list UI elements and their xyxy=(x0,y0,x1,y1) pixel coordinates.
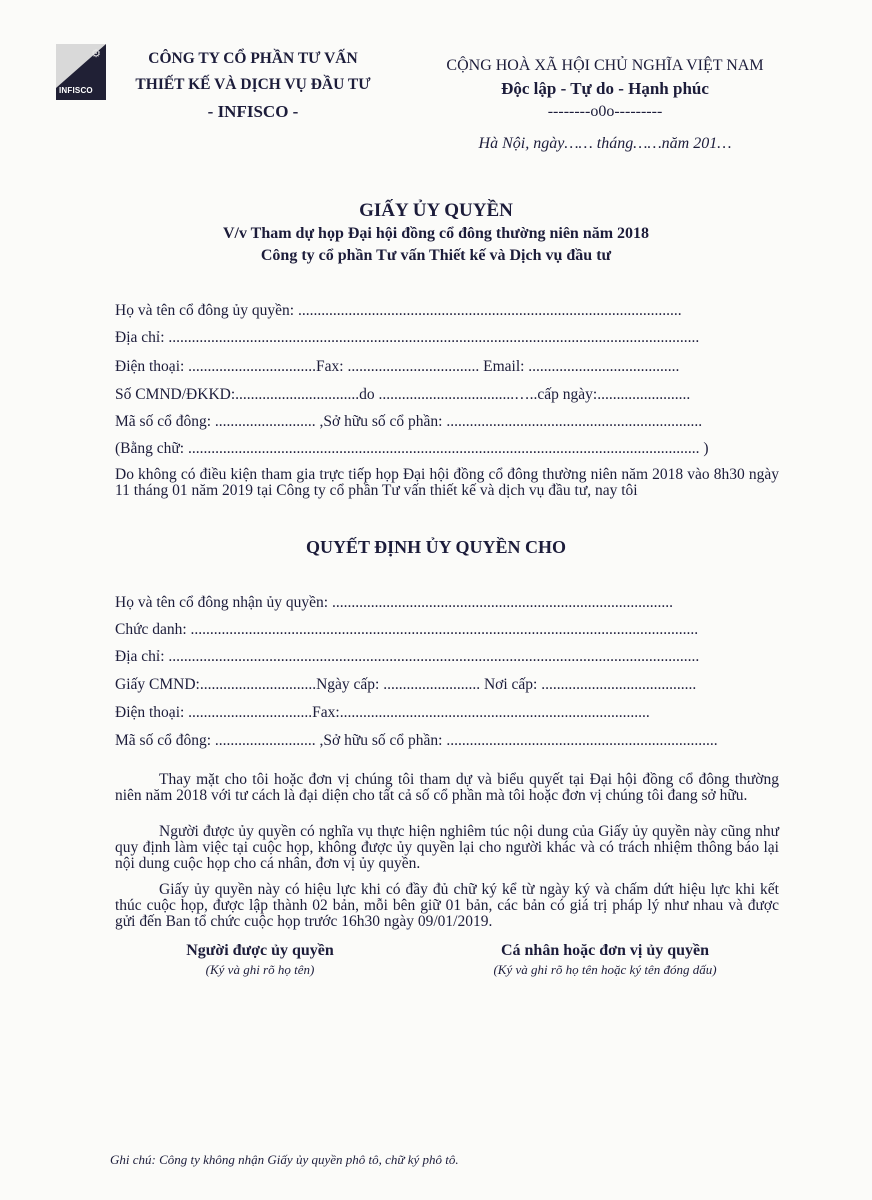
paragraph-obligations: Người được ủy quyền có nghĩa vụ thực hiện nghiêm túc nội dung của Giấy ủy quyền này cũng như quy định làm việc tại cuộc họp, không được ủy quyền lại cho người khác và có trách nhiệm thông báo lại nội dung cuộc họp cho cá nhân, đơn vị ủy quyền. xyxy=(115,823,779,872)
grantor-address-field: Địa chỉ: ......................................................................................................................................... xyxy=(115,329,700,346)
company-name-line2: THIẾT KẾ VÀ DỊCH VỤ ĐẦU TƯ xyxy=(135,76,371,93)
nation-name: CỘNG HOÀ XÃ HỘI CHỦ NGHĨA VIỆT NAM xyxy=(446,57,764,74)
grantor-shareholder-code-field: Mã số cổ đông: .......................... ,Sở hữu số cổ phần: .................................................................. xyxy=(115,413,703,430)
grantee-position-field: Chức danh: ................................................................................................................................... xyxy=(115,621,699,638)
company-name-line1: CÔNG TY CỔ PHẦN TƯ VẤN xyxy=(148,50,358,67)
document-subject: V/v Tham dự họp Đại hội đồng cổ đông thường niên năm 2018 xyxy=(222,225,650,242)
grantor-phone-field: Điện thoại: .................................Fax: .................................. Email: ....................................... xyxy=(115,358,680,375)
signature-right-note: (Ký và ghi rõ họ tên hoặc ký tên đóng dấu) xyxy=(493,962,717,977)
signature-right-title: Cá nhân hoặc đơn vị ủy quyền xyxy=(500,942,710,959)
footnote: Ghi chú: Công ty không nhận Giấy ủy quyền phô tô, chữ ký phô tô. xyxy=(110,1152,459,1167)
date-line: Hà Nội, ngày…… tháng……năm 201… xyxy=(478,135,732,152)
company-logo xyxy=(56,44,106,100)
gear-icon: ⚙ xyxy=(91,48,101,60)
paragraph-validity: Giấy ủy quyền này có hiệu lực khi có đầy đủ chữ ký kể từ ngày ký và chấm dứt hiệu lực khi kết thúc cuộc họp, được lập thành 02 bản, mỗi bên giữ 01 bản, các bản có giá trị pháp lý như nhau và được gửi đến Ban tổ chức cuộc họp trước 16h30 ngày 09/01/2019. xyxy=(115,881,779,930)
grantee-id-field: Giấy CMND:..............................Ngày cấp: ......................... Nơi cấp: ........................................ xyxy=(115,676,697,693)
grantee-name-field: Họ và tên cổ đông nhận ủy quyền: ........................................................................................ xyxy=(115,594,673,611)
header-separator: --------o0o--------- xyxy=(547,103,663,120)
logo-text: INFISCO xyxy=(59,86,93,95)
grantee-address-field: Địa chỉ: ......................................................................................................................................... xyxy=(115,648,700,665)
national-motto: Độc lập - Tự do - Hạnh phúc xyxy=(501,79,709,98)
grantee-shareholder-code-field: Mã số cổ đông: .......................... ,Sở hữu số cổ phần: ...................................................................... xyxy=(115,732,718,749)
paragraph-representation: Thay mặt cho tôi hoặc đơn vị chúng tôi tham dự và biểu quyết tại Đại hội đồng cổ đông thường niên năm 2018 với tư cách là đại diện cho tất cả số cổ phần mà tôi hoặc đơn vị chúng tôi đang sở hữu. xyxy=(115,771,779,804)
grantee-phone-field: Điện thoại: ................................Fax:................................................................................ xyxy=(115,704,650,721)
signature-left-title: Người được ủy quyền xyxy=(186,942,334,959)
grantor-name-field: Họ và tên cổ đông ủy quyền: ................................................................................................... xyxy=(115,302,682,319)
decision-heading: QUYẾT ĐỊNH ỦY QUYỀN CHO xyxy=(305,537,567,557)
grantor-shares-in-words-field: (Bằng chữ: .................................................................................................................................... ) xyxy=(115,440,709,457)
grantor-id-field: Số CMND/ĐKKD:................................do ...................................…..cấp ngày:........................ xyxy=(115,386,691,403)
company-name-line3: - INFISCO - xyxy=(207,102,299,121)
signature-left-note: (Ký và ghi rõ họ tên) xyxy=(205,962,315,977)
document-title: GIẤY ỦY QUYỀN xyxy=(359,200,513,221)
grantor-reason: Do không có điều kiện tham gia trực tiếp họp Đại hội đồng cổ đông thường niên năm 2018 vào 8h30 ngày 11 tháng 01 năm 2019 tại Công ty cổ phần Tư vấn thiết kế và dịch vụ đầu tư, nay tôi xyxy=(115,466,779,499)
document-company: Công ty cổ phần Tư vấn Thiết kế và Dịch vụ đầu tư xyxy=(260,247,612,264)
